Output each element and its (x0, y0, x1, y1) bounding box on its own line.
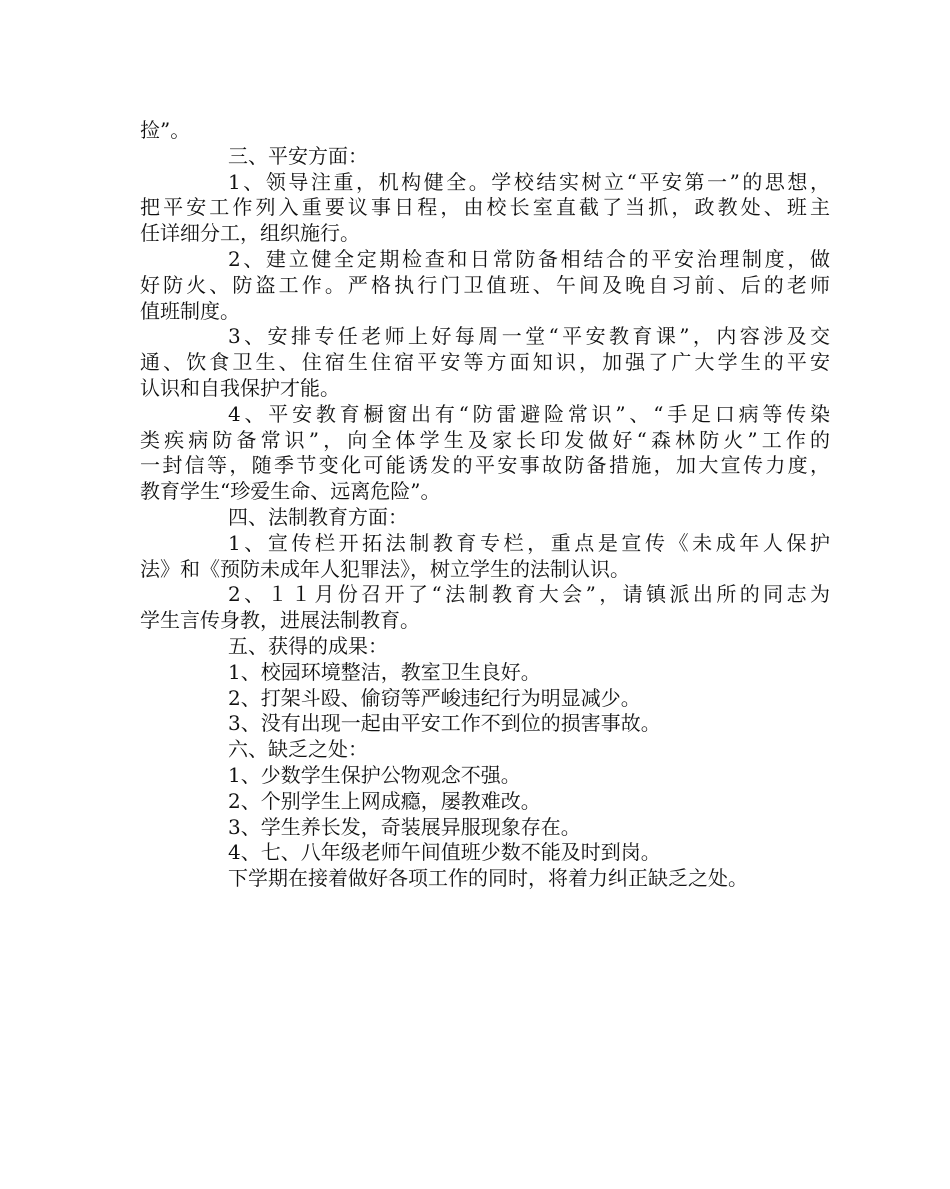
text-line: 认识和自我保护才能。 (140, 375, 340, 400)
closing-line: 下学期在接着做好各项工作的同时，将着力纠正缺乏之处。 (228, 866, 748, 891)
text-line: 3、安排专任老师上好每周一堂“平安教育课”，内容涉及交 (228, 324, 830, 349)
list-item: 2、个别学生上网成瘾，屡教难改。 (228, 788, 541, 813)
text-line: 学生言传身教，进展法制教育。 (140, 608, 420, 633)
text-line: 类疾病防备常识”，向全体学生及家长印发做好“森林防火”工作的 (140, 427, 830, 452)
list-item: 3、没有出现一起由平安工作不到位的损害事故。 (228, 711, 661, 736)
text-line: 把平安工作列入重要议事日程，由校长室直截了当抓，政教处、班主 (140, 195, 830, 220)
document-body (140, 118, 830, 892)
list-item: 2、打架斗殴、偷窃等严峻违纪行为明显减少。 (228, 685, 641, 710)
text-line: 1、领导注重，机构健全。学校结实树立“平安第一”的思想， (228, 169, 830, 194)
text-line: 1、宣传栏开拓法制教育专栏，重点是宣传《未成年人保护 (228, 530, 830, 555)
section-heading: 三、平安方面： (228, 143, 368, 168)
list-item: 3、学生养长发，奇装展异服现象存在。 (228, 814, 581, 839)
text-line: 2、１１月份召开了“法制教育大会”，请镇派出所的同志为 (228, 582, 830, 607)
text-line: 通、饮食卫生、住宿生住宿平安等方面知识，加强了广大学生的平安 (140, 350, 830, 375)
section-heading: 四、法制教育方面： (228, 504, 408, 529)
text-line: 教育学生“珍爱生命、远离危险”。 (140, 479, 441, 504)
text-line: 4、平安教育橱窗出有“防雷避险常识”、“手足口病等传染 (228, 401, 830, 426)
text-line: 法》和《预防未成年人犯罪法》，树立学生的法制认识。 (140, 556, 630, 581)
list-item: 1、少数学生保护公物观念不强。 (228, 762, 521, 787)
text-line: 2、建立健全定期检查和日常防备相结合的平安治理制度，做 (228, 246, 830, 271)
text-line: 好防火、防盗工作。严格执行门卫值班、午间及晚自习前、后的老师 (140, 272, 830, 297)
text-line: 一封信等，随季节变化可能诱发的平安事故防备措施，加大宣传力度， (140, 453, 830, 478)
section-heading: 六、缺乏之处： (228, 737, 368, 762)
text-line: 捡”。 (140, 118, 191, 142)
list-item: 1、校园环境整洁，教室卫生良好。 (228, 659, 541, 684)
text-line: 值班制度。 (140, 298, 240, 323)
text-line: 任详细分工，组织施行。 (140, 221, 360, 246)
section-heading: 五、获得的成果： (228, 633, 388, 658)
list-item: 4、七、八年级老师午间值班少数不能及时到岗。 (228, 840, 661, 865)
